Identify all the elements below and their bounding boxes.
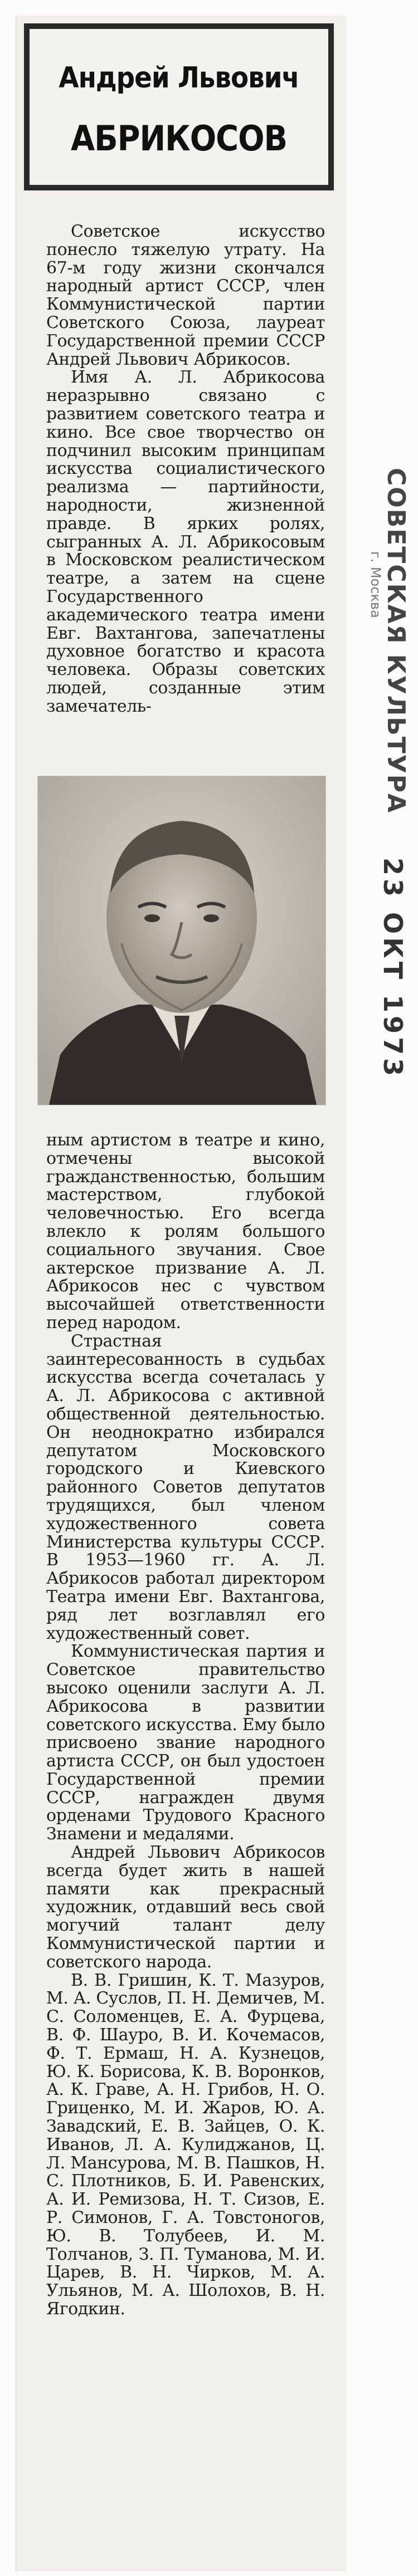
signatories-list: В. В. Гришин, К. Т. Мазуров, М. А. Суслов, П. Н. Демичев, М. С. Соломенцев, Е. А. Фурцева, В. Ф. Шауро, В. И. Кочемасов, Ф. Т. Ермаш, Н. А. Кузнецов, Ю. К. Борисова, К. В. Воронков, А. К. Граве, А. Н. Грибов, Н. О. Гриценко, М. И. Жаров, Ю. А. Завадский, Е. В. Зайцев, О. К. Иванов, Л. А. Кулиджанов, Ц. Л. Мансурова, М. В. Пашков, Н. С. Плотников, Б. И. Равенских, А. И. Ремизова, Н. Т. Сизов, Е. Р. Симонов, Г. А. Товстоногов, Ю. В. Толубеев, И. М. Толчанов, З. П. Туманова, М. И. Царев, В. Н. Чирков, М. А. Ульянов, М. А. Шолохов, В. Н. Ягодкин.: [46, 1970, 325, 2319]
article-text-lower: [46, 1132, 325, 2319]
newspaper-date-stamp: [354, 468, 410, 1169]
stamp-date: 23 ОКТ 1973: [378, 858, 408, 1080]
article-paragraph: ным артистом в театре и кино, отмечены высокой гражданственностью, большим мастерством, глубокой человечностью. Его всегда влекло к ролям большого социального звучания. Свое актерское призвание А. Л. Абрикосов нес с чувством высочайшей ответственности перед народом.: [46, 1130, 325, 1333]
newspaper-clipping: [16, 16, 346, 2572]
headline-surname: АБРИКОСОВ: [70, 118, 288, 159]
article-paragraph: Коммунистическая партия и Советское правительство высоко оценили заслуги А. Л. Абрикосова в развитии советского искусства. Ему было присвоено звание народного артиста СССР, он был удостоен Государственной премии СССР, награжден двумя орденами Трудового Красного Знамени и медалями.: [46, 1642, 325, 1844]
article-text-upper: [46, 223, 325, 716]
portrait-photo: [37, 776, 326, 1105]
stamp-city: г. Москва: [368, 551, 383, 618]
obituary-headline-box: [24, 23, 334, 190]
article-paragraph: Страстная заинтересованность в судьбах искусства всегда сочеталась у А. Л. Абрикосова с активной общественной деятельностью. Он неоднократно избирался депутатом Московского городского и Киевского районного Советов депутатов трудящихся, был членом художественного совета Министерства культуры СССР. В 1953—1960 гг. А. Л. Абрикосов работал директором Театра имени Евг. Вахтангова, ряд лет возглавлял его художественный совет.: [46, 1331, 325, 1643]
article-paragraph: Советское искусство понесло тяжелую утрату. На 67-м году жизни скончался народный артист СССР, член Коммунистической партии Советского Союза, лауреат Государственной премии СССР Андрей Львович Абрикосов.: [46, 222, 325, 369]
portrait-image: [38, 776, 325, 1105]
stamp-newspaper-title: СОВЕТСКАЯ КУЛЬТУРА: [382, 468, 410, 814]
headline-name: Андрей Львович: [59, 61, 299, 95]
article-paragraph: Андрей Львович Абрикосов всегда будет жить в нашей памяти как прекрасный художник, отдавший весь свой могучий талант делу Коммунистической партии и советского народа.: [46, 1843, 325, 1972]
article-paragraph: Имя А. Л. Абрикосова неразрывно связано с развитием советского театра и кино. Все свое творчество он подчинил высоким принципам искусства социалистического реализма — партийности, народности, жизненной правде. В ярких ролях, сыгранных А. Л. Абрикосовым в Московском реалистическом театре, а затем на сцене Государственного академического театра имени Евг. Вахтангова, запечатлены духовное богатство и красота человека. Образы советских людей, созданные этим замечатель-: [46, 368, 325, 716]
